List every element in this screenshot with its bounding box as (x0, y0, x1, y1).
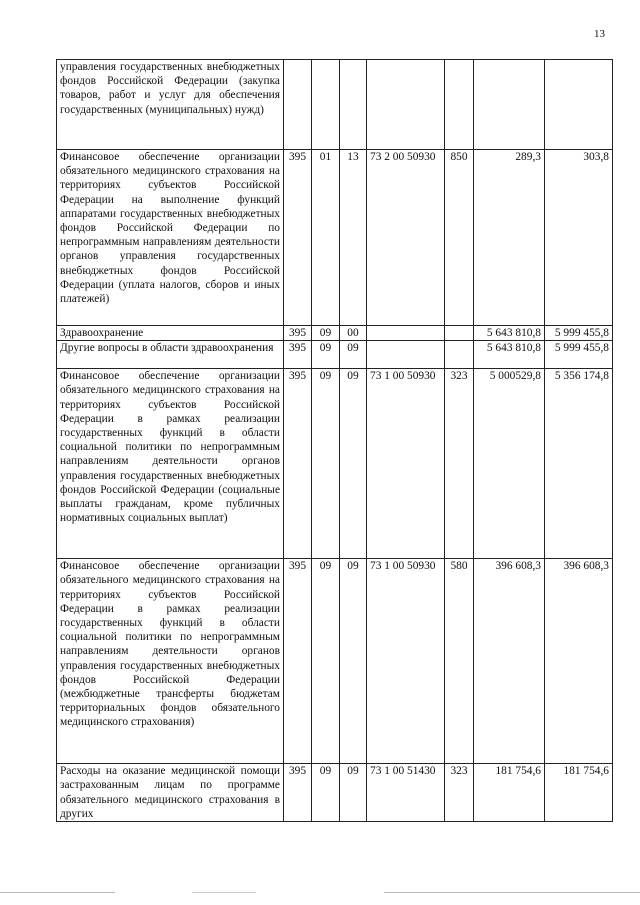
grbs-code: 395 (284, 369, 312, 559)
table-row (57, 369, 613, 559)
row-name: Другие вопросы в области здравоохранения (57, 341, 284, 369)
amount-year-1: 289,3 (474, 150, 545, 326)
subsection-code (340, 60, 367, 150)
row-name: Здравоохранение (57, 326, 284, 341)
target-item-code (367, 341, 445, 369)
expense-type-code (445, 326, 474, 341)
section-code: 09 (312, 341, 340, 369)
subsection-code: 09 (340, 764, 367, 822)
expense-type-code (445, 341, 474, 369)
grbs-code: 395 (284, 341, 312, 369)
grbs-code: 395 (284, 150, 312, 326)
page-number: 13 (594, 28, 605, 40)
table-row (57, 341, 613, 369)
amount-year-1: 5 643 810,8 (474, 326, 545, 341)
section-code: 09 (312, 559, 340, 764)
expense-type-code (445, 60, 474, 150)
section-code: 09 (312, 764, 340, 822)
amount-year-1: 5 000529,8 (474, 369, 545, 559)
subsection-code: 13 (340, 150, 367, 326)
amount-year-2: 5 999 455,8 (545, 326, 613, 341)
row-name: Финансовое обеспечение организации обязательного медицинского страхования на территориях субъектов Российской Федерации на выполнение функций аппаратами государственных внебюджетных фондов Российской Федерации по непрограммным направлениям деятельности органов управления государственных внебюджетных фондов Российской Федерации (уплата налогов, сборов и иных платежей) (57, 150, 284, 326)
amount-year-2: 5 999 455,8 (545, 341, 613, 369)
section-code: 09 (312, 326, 340, 341)
target-item-code: 73 1 00 50930 (367, 559, 445, 764)
subsection-code: 09 (340, 559, 367, 764)
row-name: управления государственных внебюджетных фондов Российской Федерации (закупка товаров, работ и услуг для обеспечения государственных (муниципальных) нужд) (57, 60, 284, 150)
amount-year-1: 396 608,3 (474, 559, 545, 764)
amount-year-2 (545, 60, 613, 150)
budget-table (56, 59, 613, 822)
table-row (57, 559, 613, 764)
table-row (57, 764, 613, 822)
expense-type-code: 580 (445, 559, 474, 764)
amount-year-1: 181 754,6 (474, 764, 545, 822)
section-code (312, 60, 340, 150)
grbs-code: 395 (284, 764, 312, 822)
subsection-code: 09 (340, 369, 367, 559)
scan-edge-line (0, 892, 640, 893)
expense-type-code: 323 (445, 764, 474, 822)
grbs-code: 395 (284, 559, 312, 764)
target-item-code (367, 60, 445, 150)
row-name: Финансовое обеспечение организации обязательного медицинского страхования на территориях субъектов Российской Федерации в рамках реализации государственных функций в области социальной политики по непрограммным направлениям деятельности органов управления государственных внебюджетных фондов Российской Федерации (социальные выплаты гражданам, кроме публичных нормативных социальных выплат) (57, 369, 284, 559)
amount-year-1 (474, 60, 545, 150)
target-item-code: 73 1 00 51430 (367, 764, 445, 822)
section-code: 09 (312, 369, 340, 559)
expense-type-code: 850 (445, 150, 474, 326)
grbs-code: 395 (284, 326, 312, 341)
expense-type-code: 323 (445, 369, 474, 559)
row-name: Финансовое обеспечение организации обязательного медицинского страхования на территориях субъектов Российской Федерации в рамках реализации государственных функций в области социальной политики по непрограммным направлениям деятельности органов управления государственных внебюджетных фондов Российской Федерации (межбюджетные трансферты бюджетам территориальных фондов обязательного медицинского страхования) (57, 559, 284, 764)
row-name: Расходы на оказание медицинской помощи застрахованным лицам по программе обязательного медицинского страхования в других (57, 764, 284, 822)
section-code: 01 (312, 150, 340, 326)
table-row (57, 326, 613, 341)
grbs-code (284, 60, 312, 150)
amount-year-2: 5 356 174,8 (545, 369, 613, 559)
subsection-code: 00 (340, 326, 367, 341)
amount-year-2: 396 608,3 (545, 559, 613, 764)
table-row (57, 150, 613, 326)
amount-year-1: 5 643 810,8 (474, 341, 545, 369)
target-item-code: 73 1 00 50930 (367, 369, 445, 559)
amount-year-2: 181 754,6 (545, 764, 613, 822)
target-item-code: 73 2 00 50930 (367, 150, 445, 326)
amount-year-2: 303,8 (545, 150, 613, 326)
target-item-code (367, 326, 445, 341)
table-row (57, 60, 613, 150)
subsection-code: 09 (340, 341, 367, 369)
